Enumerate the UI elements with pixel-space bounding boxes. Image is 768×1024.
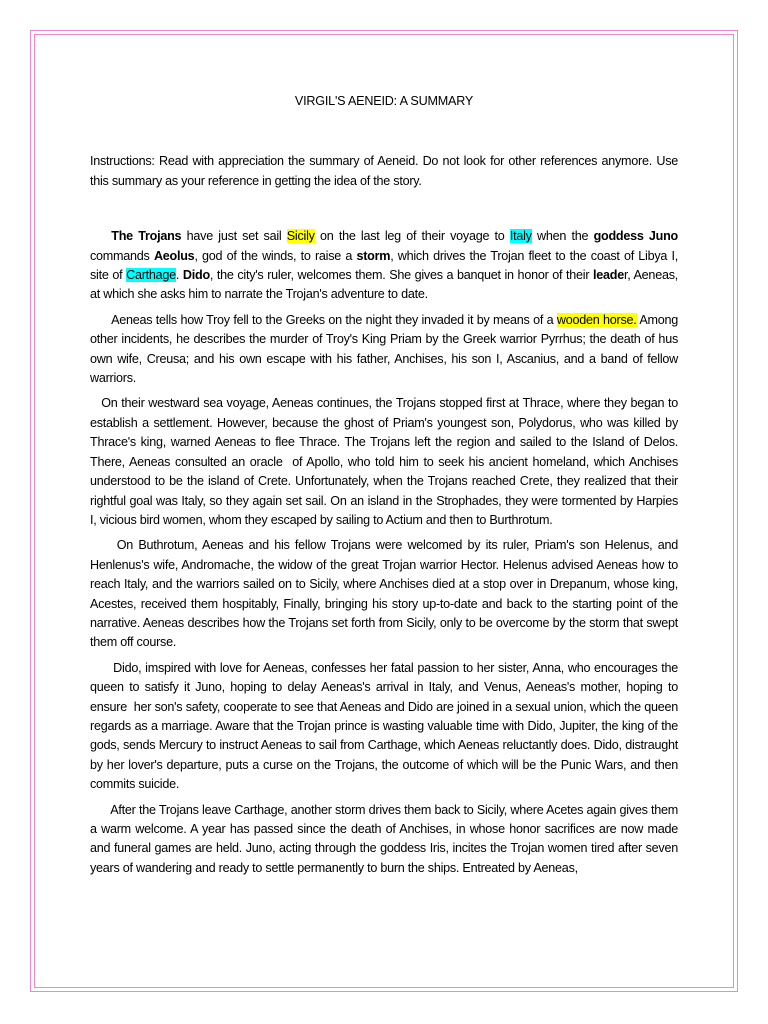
highlight-sicily: Sicily <box>286 229 315 244</box>
text-segment: , which drives the Trojan fleet to the coast of Libya I, site of <box>90 248 682 283</box>
highlight-italy: Italy <box>509 229 532 244</box>
text-segment: , the city's ruler, welcomes them. She gives a banquet in honor of their <box>209 268 594 283</box>
paragraph-6: After the Trojans leave Carthage, another storm drives them back to Sicily, where Acetes again gives them a warm welcome. A year has passed since the death of Anchises, in whose honor sacrifices are now made and funeral games are held. Juno, acting through the goddess Iris, incites the Trojan women tired after seven years of wandering and ready to settle permanently to burn the ships. Entreated by Aeneas, <box>90 802 682 875</box>
text-storm: storm <box>356 248 391 263</box>
paragraph-5: Dido, imspired with love for Aeneas, confesses her fatal passion to her sister, Anna, who encourages the queen to satisfy it Juno, hoping to delay Aeneas's arrival in Italy, and Venus, Aeneas's mother, hoping to ensure her son's safety, cooperate to see that Aeneas and Dido are joined in a sexual union, which the queen regards as a marriage. Aware that the Trojan prince is wasting valuable time with Dido, Jupiter, the king of the gods, sends Mercury to instruct Aeneas to sail from Carthage, which Aeneas reluctantly does. Dido, distraught by her lover's departure, puts a curse on the Trojans, the outcome of which will be the Punic Wars, and then commits suicide. <box>90 660 682 792</box>
document-body <box>90 92 682 884</box>
indent <box>90 229 111 243</box>
highlight-wooden-horse: wooden horse. <box>556 312 637 327</box>
highlight-carthage: Carthage <box>126 268 176 283</box>
text-segment: have just set sail <box>181 229 287 244</box>
text-segment: when the <box>531 229 594 244</box>
text-segment: r, Aeneas, at which she asks him to narrate the Trojan's adventure to date. <box>90 268 682 302</box>
text-segment: commands <box>90 229 682 263</box>
instructions-paragraph: Instructions: Read with appreciation the summary of Aeneid. Do not look for other references anymore. Use this summary as your reference in getting the idea of the story. <box>90 154 678 188</box>
text-segment: Among other incidents, he describes the murder of Troy's King Priam by the Greek warrior Pyrrhus; the death of hus own wife, Creusa; and his own escape with his father, Anchises, his son I, Ascanius, and a band of fellow warriors. <box>90 312 682 386</box>
paragraph-3: On their westward sea voyage, Aeneas continues, the Trojans stopped first at Thrace, where they began to establish a settlement. However, because the ghost of Priam's youngest son, Polydorus, who was killed by Thrace's king, warned Aeneas to flee Thrace. The Trojans left the region and sailed to the Island of Delos. There, Aeneas consulted an oracle of Apollo, who told him to seek his ancient homeland, which Anchises understood to be the island of Crete. Unfortunately, when the Trojans reached Crete, they realized that their rightful goal was Italy, so they again set sail. On an island in the Strophades, they were tormented by Harpies I, vicious bird women, whom they escaped by sailing to Actium and then to Burthrotum. <box>90 396 682 527</box>
paragraph-4: On Buthrotum, Aeneas and his fellow Trojans were welcomed by its ruler, Priam's son Helenus, and Henlenus's wife, Andromache, the widow of the great Trojan warrior Hector. Helenus advised Aeneas how to reach Italy, and the warriors sailed on to Sicily, where Anchises died at a stop over in Drepanum, whose king, Acestes, received them hospitably, Finally, bringing his story up-to-date and back to the starting point of the narrative. Aeneas describes how the Trojans set forth from Sicily, only to be overcome by the storm that swept them off course. <box>90 538 682 650</box>
text-dido: Dido <box>182 268 210 283</box>
text-aeolus: Aeolus <box>153 248 195 263</box>
text-trojans: The Trojans <box>111 229 182 244</box>
paragraph-2 <box>90 311 682 389</box>
text-segment: , god of the winds, to raise a <box>194 248 357 263</box>
text-segment: . <box>175 268 183 283</box>
text-segment: Aeneas tells how Troy fell to the Greeks on the night they invaded it by means of a <box>90 312 557 327</box>
paragraph-1 <box>90 227 682 305</box>
text-segment: on the last leg of their voyage to <box>314 229 510 244</box>
text-goddess-juno: goddess Juno <box>593 229 678 244</box>
text-leader: leade <box>593 268 624 283</box>
document-title: VIRGIL'S AENEID: A SUMMARY <box>294 94 474 108</box>
